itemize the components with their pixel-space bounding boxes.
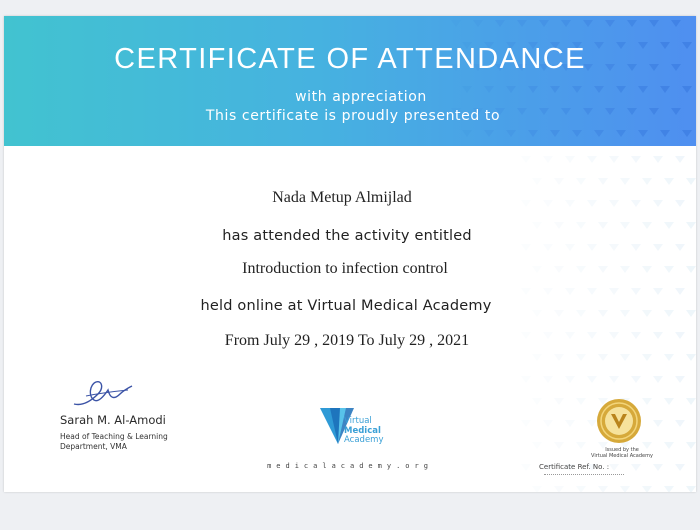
pattern-triangle [686,442,696,449]
date-range: From July 29 , 2019 To July 29 , 2021 [224,332,470,349]
pattern-triangle [462,130,472,137]
pattern-triangle [664,398,674,405]
pattern-triangle [653,376,663,383]
pattern-triangle [565,156,575,163]
pattern-triangle [587,288,597,295]
pattern-triangle [653,288,663,295]
pattern-triangle [638,130,648,137]
pattern-triangle [598,178,608,185]
header-banner [4,16,696,146]
pattern-triangle [616,130,626,137]
pattern-triangle [671,20,681,27]
pattern-triangle [686,398,696,405]
pattern-triangle [587,376,597,383]
pattern-triangle [598,486,608,492]
pattern-triangle [627,20,637,27]
pattern-triangle [631,376,641,383]
seal-caption [582,447,662,459]
pattern-triangle [521,156,531,163]
logo-text-virtual: Virtual [344,416,372,426]
pattern-triangle [609,156,619,163]
seal-caption-line1: Issued by the [605,447,639,453]
pattern-triangle [521,288,531,295]
pattern-triangle [583,20,593,27]
pattern-triangle [594,130,604,137]
certificate-page [4,16,696,492]
pattern-triangle [664,442,674,449]
pattern-triangle [451,20,461,27]
pattern-triangle [532,398,542,405]
pattern-triangle [554,486,564,492]
pattern-triangle [620,486,630,492]
pattern-triangle [587,244,597,251]
pattern-triangle [686,486,696,492]
seal-caption-line2: Virtual Medical Academy [591,453,653,459]
pattern-triangle [675,376,685,383]
pattern-triangle [649,20,659,27]
pattern-triangle [664,486,674,492]
pattern-triangle [554,178,564,185]
pattern-triangle [642,486,652,492]
pattern-triangle [565,288,575,295]
pattern-triangle [532,486,542,492]
pattern-triangle [664,354,674,361]
pattern-triangle [576,178,586,185]
gold-seal-icon [595,397,643,445]
pattern-triangle [642,178,652,185]
recipient-name: Nada Metup Almijlad [272,189,412,206]
pattern-triangle [675,288,685,295]
pattern-triangle [653,244,663,251]
pattern-triangle [550,130,560,137]
pattern-triangle [532,178,542,185]
pattern-triangle [675,420,685,427]
pattern-triangle [609,376,619,383]
pattern-triangle [554,442,564,449]
pattern-triangle [554,354,564,361]
pattern-triangle [642,398,652,405]
venue-text: held online at Virtual Medical Academy [200,298,492,314]
pattern-triangle [532,442,542,449]
certificate-ref-line [544,474,624,475]
pattern-triangle [653,420,663,427]
pattern-triangle [543,420,553,427]
pattern-triangle [543,376,553,383]
banner-triangle-pattern [4,16,696,146]
pattern-triangle [609,244,619,251]
pattern-triangle [521,376,531,383]
pattern-triangle [543,156,553,163]
attended-text: has attended the activity entitled [222,228,472,244]
signatory-title [60,432,200,452]
pattern-triangle [532,354,542,361]
certificate-ref-label: Certificate Ref. No. : [539,463,610,471]
pattern-triangle [686,178,696,185]
pattern-triangle [631,156,641,163]
pattern-triangle [473,20,483,27]
pattern-triangle [543,288,553,295]
pattern-triangle [598,354,608,361]
pattern-triangle [539,20,549,27]
pattern-triangle [521,244,531,251]
pattern-triangle [642,354,652,361]
pattern-triangle [521,420,531,427]
pattern-triangle [528,130,538,137]
logo-text [344,417,383,446]
pattern-triangle [576,398,586,405]
signatory-title-line2: Department, VMA [60,442,127,451]
pattern-triangle [587,156,597,163]
pattern-triangle [565,244,575,251]
pattern-triangle [664,178,674,185]
pattern-triangle [675,156,685,163]
pattern-triangle [620,178,630,185]
pattern-triangle [554,398,564,405]
subtitle-presented: This certificate is proudly presented to [205,108,501,124]
pattern-triangle [675,244,685,251]
pattern-triangle [653,156,663,163]
certificate-title: CERTIFICATE OF ATTENDANCE [114,43,586,75]
logo-text-academy: Academy [344,435,384,445]
pattern-triangle [572,130,582,137]
signature-image [68,376,138,412]
pattern-triangle [517,20,527,27]
pattern-triangle [660,130,670,137]
pattern-triangle [565,376,575,383]
pattern-triangle [561,20,571,27]
pattern-triangle [506,130,516,137]
logo-text-medical: Medical [344,425,381,436]
pattern-triangle [686,354,696,361]
pattern-triangle [609,288,619,295]
pattern-triangle [631,288,641,295]
pattern-triangle [605,20,615,27]
pattern-triangle [576,354,586,361]
pattern-triangle [565,420,575,427]
pattern-triangle [682,130,692,137]
signatory-name: Sarah M. Al-Amodi [60,413,166,427]
pattern-triangle [495,20,505,27]
subtitle-appreciation: with appreciation [295,89,427,105]
website-url: medicalacademy.org [267,462,433,470]
pattern-triangle [484,130,494,137]
pattern-triangle [576,486,586,492]
pattern-triangle [631,244,641,251]
pattern-triangle [543,244,553,251]
activity-title: Introduction to infection control [242,260,448,277]
signatory-title-line1: Head of Teaching & Learning [60,432,168,441]
pattern-triangle [620,354,630,361]
